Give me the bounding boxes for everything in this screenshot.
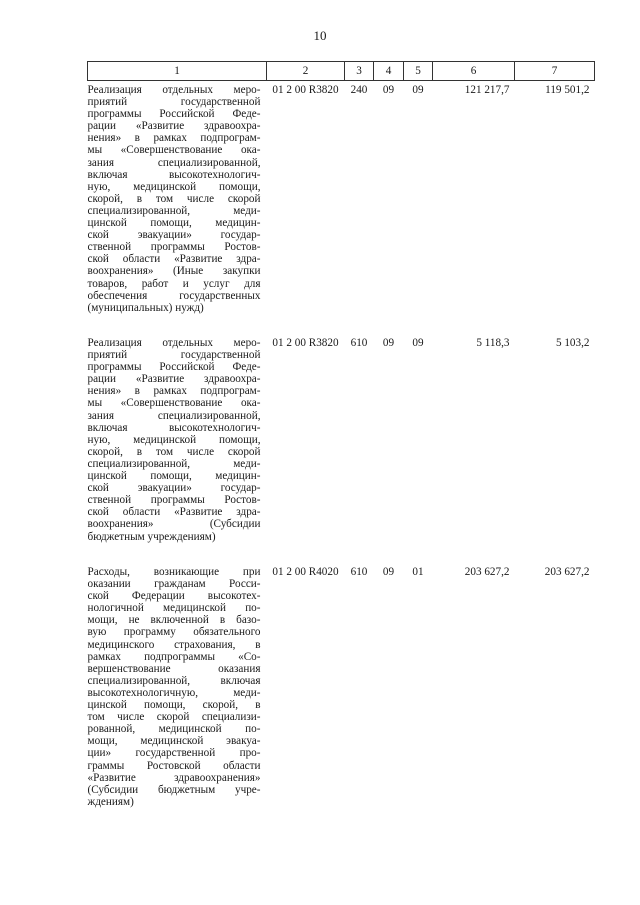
- description-line: мощи, медицинской эвакуа-: [87, 735, 261, 748]
- description-line: приятий государственной: [87, 349, 261, 362]
- description-line: воохранения» (Субсидии: [87, 518, 261, 531]
- description-line: зания специализированной,: [87, 156, 261, 169]
- page-number: 10: [313, 28, 327, 43]
- header-col-4: 4: [374, 62, 404, 81]
- description-line: мощи, не включенной в базо-: [87, 614, 261, 627]
- description-line: рации «Развитие здравоохра-: [87, 373, 261, 386]
- description-line: зания специализированной,: [87, 409, 261, 422]
- description-line: программы Российской Феде-: [87, 361, 261, 374]
- amount-col-7: 5 103,2: [555, 337, 590, 349]
- amount-col-6: 203 627,2: [464, 566, 510, 578]
- description-line: цинской помощи, скорой, в: [87, 699, 261, 712]
- description-line: ской эвакуации» государ-: [87, 229, 261, 242]
- description-line: рованной, медицинской по-: [87, 723, 261, 736]
- description-line: рации «Развитие здравоохра-: [87, 120, 261, 133]
- description-line: Реализация отдельных меро-: [87, 337, 261, 349]
- description-line: ную, медицинской помощи,: [87, 180, 261, 193]
- description-line: мы «Совершенствование ока-: [87, 144, 261, 157]
- program-code: 01 2 00 R3820: [272, 337, 339, 349]
- description-line: ской Федерации высокотех-: [87, 590, 261, 603]
- amount-col-7: 203 627,2: [544, 566, 590, 578]
- description-line: том числе скорой специализи-: [87, 711, 261, 724]
- row-description: [88, 563, 267, 828]
- description-line: ственной программы Ростов-: [87, 241, 261, 254]
- description-line: нологичной медицинской по-: [87, 602, 261, 615]
- description-line: ской области «Развитие здра-: [87, 253, 261, 266]
- description-line: включая высокотехнологич-: [87, 421, 261, 434]
- amount-col-6: 5 118,3: [476, 337, 510, 349]
- header-col-7: 7: [515, 62, 595, 81]
- header-col-5: 5: [404, 62, 433, 81]
- header-col-1: 1: [88, 62, 267, 81]
- section-code: 09: [382, 84, 395, 96]
- description-line: высокотехнологичную, меди-: [87, 686, 261, 699]
- description-line: медицинского страхования, в: [87, 638, 261, 651]
- description-line: ственной программы Ростов-: [87, 494, 261, 507]
- description-line: Расходы, возникающие при: [87, 566, 261, 578]
- section-code: 09: [382, 337, 395, 349]
- description-line: ской области «Развитие здра-: [87, 506, 261, 519]
- amount-col-6: 121 217,7: [464, 84, 510, 96]
- row-description: [88, 334, 267, 563]
- table-row: [88, 334, 595, 563]
- description-line: нения» в рамках подпрограм-: [87, 385, 261, 398]
- description-line: рамках подпрограммы «Со-: [87, 650, 261, 663]
- expense-type-code: 610: [350, 337, 368, 349]
- description-line: мы «Совершенствование ока-: [87, 397, 261, 410]
- description-line: обеспечения государственных: [87, 289, 261, 302]
- description-line: ждениям): [87, 795, 134, 808]
- description-line: оказании гражданам Росси-: [87, 578, 261, 591]
- description-line: ции» государственной про-: [87, 747, 261, 760]
- description-line: программы Российской Феде-: [87, 108, 261, 121]
- budget-table: [87, 61, 595, 828]
- description-line: Реализация отдельных меро-: [87, 84, 261, 96]
- header-col-3: 3: [345, 62, 374, 81]
- description-line: бюджетным учреждениям): [87, 530, 216, 543]
- program-code: 01 2 00 R3820: [272, 84, 339, 96]
- description-line: включая высокотехнологич-: [87, 168, 261, 181]
- description-line: ской эвакуации» государ-: [87, 482, 261, 495]
- header-col-6: 6: [433, 62, 515, 81]
- description-line: скорой, в том числе скорой: [87, 192, 261, 205]
- description-line: приятий государственной: [87, 96, 261, 109]
- description-line: скорой, в том числе скорой: [87, 445, 261, 458]
- description-line: (муниципальных) нужд): [87, 301, 204, 314]
- description-line: «Развитие здравоохранения»: [87, 771, 261, 784]
- row-description: [88, 81, 267, 335]
- description-line: специализированной, меди-: [87, 204, 261, 217]
- expense-type-code: 240: [350, 84, 368, 96]
- subsection-code: 09: [412, 337, 424, 349]
- description-line: цинской помощи, медицин-: [87, 217, 261, 230]
- description-line: (Субсидии бюджетным учре-: [87, 783, 261, 796]
- header-col-2: 2: [267, 62, 345, 81]
- program-code: 01 2 00 R4020: [272, 566, 339, 578]
- description-line: воохранения» (Иные закупки: [87, 265, 261, 278]
- description-line: специализированной, включая: [87, 674, 261, 687]
- description-line: граммы Ростовской области: [87, 759, 261, 772]
- table-row: [88, 81, 595, 335]
- subsection-code: 09: [412, 84, 424, 96]
- subsection-code: 01: [412, 566, 424, 578]
- expense-type-code: 610: [350, 566, 368, 578]
- description-line: специализированной, меди-: [87, 457, 261, 470]
- description-line: ную, медицинской помощи,: [87, 433, 261, 446]
- description-line: вершенствование оказания: [87, 662, 261, 675]
- table-row: [88, 563, 595, 828]
- description-line: нения» в рамках подпрограм-: [87, 132, 261, 145]
- header-row: [88, 62, 595, 81]
- amount-col-7: 119 501,2: [545, 84, 590, 96]
- description-line: вую программу обязательного: [87, 626, 261, 639]
- section-code: 09: [382, 566, 395, 578]
- description-line: товаров, работ и услуг для: [87, 277, 261, 290]
- description-line: цинской помощи, медицин-: [87, 470, 261, 483]
